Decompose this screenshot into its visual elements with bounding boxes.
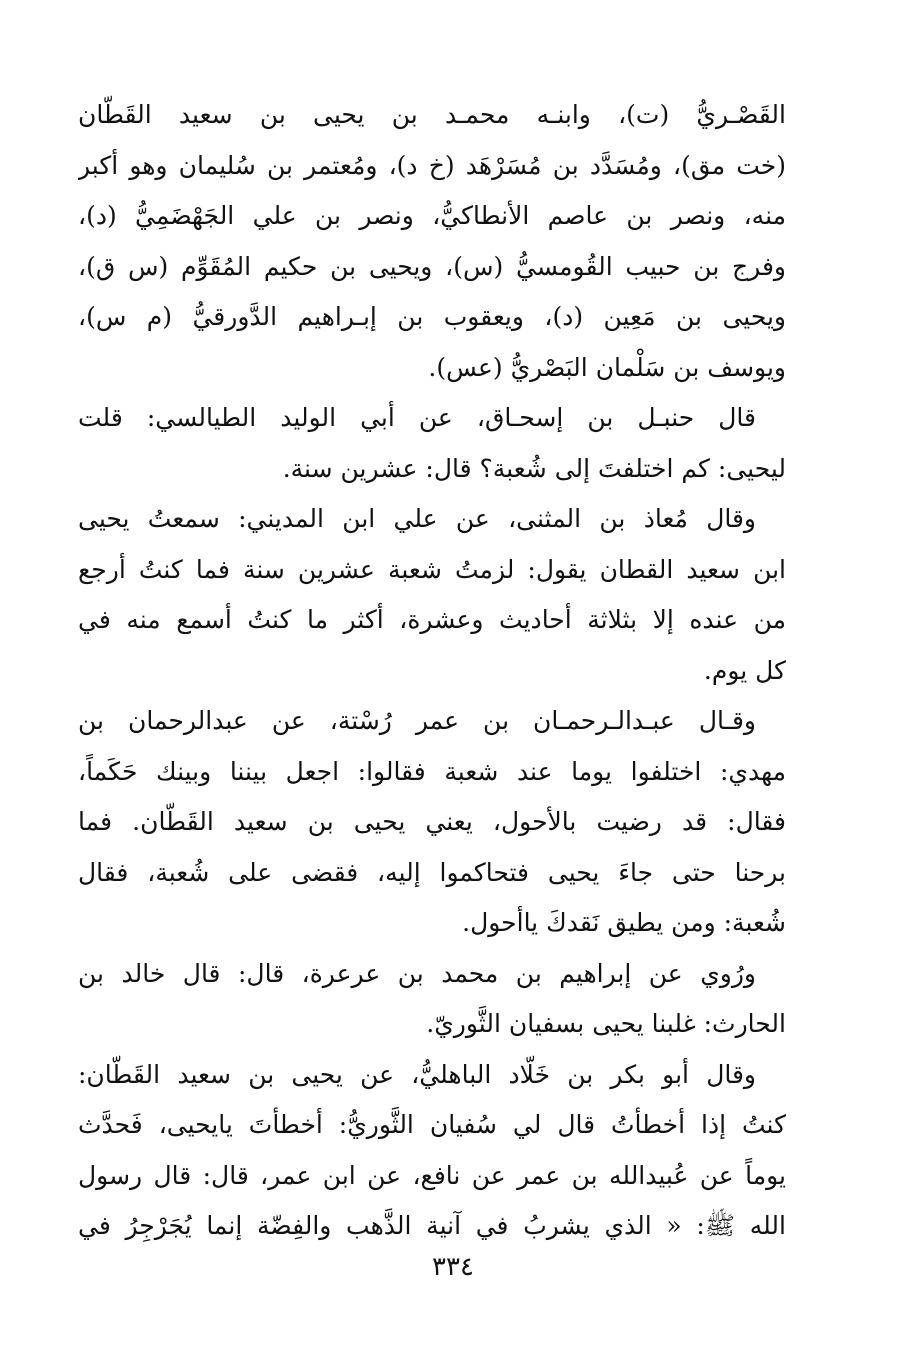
text-line: كنتُ إذا أخطأتُ قال لي سُفيان الثَّوريُّ: أخطأتَ يايحيى، فَحدَّث [78,1110,786,1139]
text-line: (خت مق)، ومُسَدَّد بن مُسَرْهَد (خ د)، ومُعتمر بن سُليمان وهو أكبر [78,150,786,180]
text-line: الله ﷺ: « الذي يشربُ في آنية الذَّهب والفِضّة إنما يُجَرْجِرُ في [78,1211,786,1240]
text-line: وقال أبو بكر بن خَلّاد الباهليُّ، عن يحيى بن سعيد القَطّان: [78,1059,756,1089]
text-line: ليحيى: كم اختلفتَ إلى شُعبة؟ قال: عشرين سنة. [282,453,786,483]
text-line: فقال: قد رضيت بالأحول، يعني يحيى بن سعيد القَطّان. فما [78,807,786,836]
text-line: شُعبة: ومن يطيق نَقدكَ ياأحول. [462,908,786,937]
text-line: وفرج بن حبيب القُومسيُّ (س)، ويحيى بن حكيم المُقَوِّم (س ق)، [78,251,786,281]
text-line: وقال مُعاذ بن المثنى، عن علي ابن المديني: سمعتُ يحيى [78,504,756,533]
text-line: ويوسف بن سَلْمان البَصْريُّ (عس). [428,352,786,382]
text-line: كل يوم. [703,655,786,685]
text-line: مهدي: اختلفوا يوما عند شعبة فقالوا: اجعل بيننا وبينك حَكَماً، [78,756,786,786]
page-number: ٣٣٤ [432,1252,474,1282]
text-line: برحنا حتى جاءَ يحيى فتحاكموا إليه، فقضى على شُعبة، فقال [78,857,786,887]
text-line: منه، ونصر بن عاصم الأنطاكيُّ، ونصر بن علي الجَهْضَمِيُّ (د)، [78,201,786,230]
text-line: قال حنبـل بن إسحـاق، عن أبي الوليد الطيالسي: قلت [78,403,756,432]
text-line: ورُوي عن إبراهيم بن محمد بن عرعرة، قال: قال خالد بن [78,958,756,988]
text-line: يوماً عن عُبيدالله بن عمر عن نافع، عن ابن عمر، قال: قال رسول [78,1160,786,1190]
text-line: من عنده إلا بثلاثة أحاديث وعشرة، أكثر ما كنتُ أسمع منه في [78,605,786,634]
text-line: القَصْـريُّ (ت)، وابنـه محمـد بن يحيى بن سعيد القَطّان [78,100,786,129]
text-line: الحارث: غلبنا يحيى بسفيان الثَّوريّ. [426,1009,786,1038]
text-line: ويحيى بن مَعِين (د)، ويعقوب بن إبـراهيم الدَّورقيُّ (م س)، [78,302,786,331]
text-line: وقـال عبـدالـرحمـان بن عمر رُسْتة، عن عبدالرحمان بن [78,706,756,735]
text-line: ابن سعيد القطان يقول: لزمتُ شعبة عشرين سنة فما كنتُ أرجع [78,554,786,584]
page-body [78,90,786,1252]
